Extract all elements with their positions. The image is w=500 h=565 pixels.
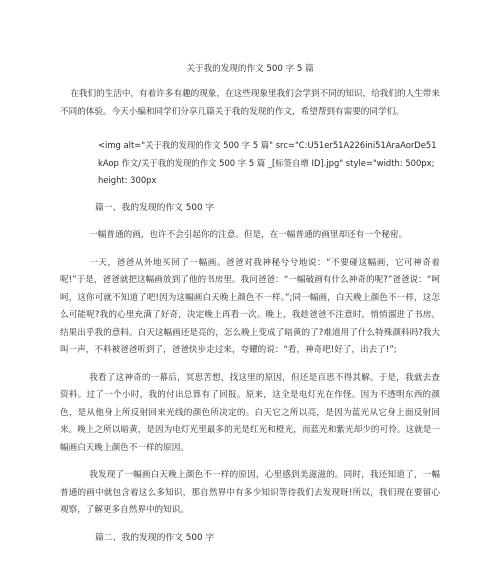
paragraph-3: 我看了这神奇的一幕后，冥思苦想，找这里的原因，但还是百思不得其解。于是，我就去查资料。过了一个小时，我的付出总算有了回报。原来，这全是电灯光在作怪。因为不透明东西的颜色，是从他身上所反射回来光线的颜色所决定的。白天它之所以亮，是因为蓝光从它身上面反射回来。晚上之所以暗黄，是因为电灯光里最多的光是红光和橙光，而蓝光和紫光却少的可怜。这就是一幅画白天晚上颜色不一样的原因。 xyxy=(60,372,440,453)
paragraph-4: 我发现了一幅画白天晚上颜色不一样的原因，心里感到美滋滋的。同时，我还知道了，一幅普通的画中就包含着这么多知识，那自然界中有多少知识等待我们去发现呀!所以，我们现在要留心观察，了解更多自然界中的知识。 xyxy=(60,470,440,515)
document-title: 关于我的发现的作文 500 字 5 篇 xyxy=(186,64,314,74)
section-heading-1: 篇一、我的发现的作文 500 字 xyxy=(95,202,215,213)
intro-paragraph: 在我们的生活中，有着许多有趣的现象，在这些现象里我们会学到不同的知识，给我们的人生带来不同的体验。今天小编和同学们分享几篇关于我的发现的作文，希望帮到有需要的同学们。 xyxy=(60,89,440,117)
image-code-text: <img alt="关于我的发现的作文 500 字 5 篇" src="C:U51er51A226ini51AraAorDe51kAop 作文/关于我的发现的作文 500 字 5 篇 _[标签自增 ID].jpg" style="width: 500px; height: 300px xyxy=(98,140,437,185)
section-heading-2: 篇二、我的发现的作文 500 字 xyxy=(95,532,215,543)
paragraph-2: 一天，爸爸从外地买回了一幅画。爸爸对我神秘兮兮地说：“不要碰这幅画，它可神奇着呢!”于是，爸爸就把这幅画放到了他的书房里。我问爸爸：“一幅破画有什么神奇的呢?”爸爸说：“呵呵，这你可就不知道了吧!因为这幅画白天晚上颜色不一样。”;同一幅画，白天晚上颜色不一样，这怎么可能呢?我的心里充满了好奇，决定晚上再看一次。晚上，我趁爸爸不注意时，悄悄溜进了书房。结果出乎我的意料。白天这幅画还是亮的，怎么晚上变成了暗黄的了?难道用了什么特殊颜料吗?我大叫一声，不料被爸爸听到了，爸爸快步走过来，夸耀的说：“看，神奇吧!好了，出去了!”; xyxy=(60,257,440,355)
paragraph-1: 一幅普通的画，也许不会引起你的注意。但是，在一幅普通的画里却还有一个秘密。 xyxy=(89,230,408,240)
